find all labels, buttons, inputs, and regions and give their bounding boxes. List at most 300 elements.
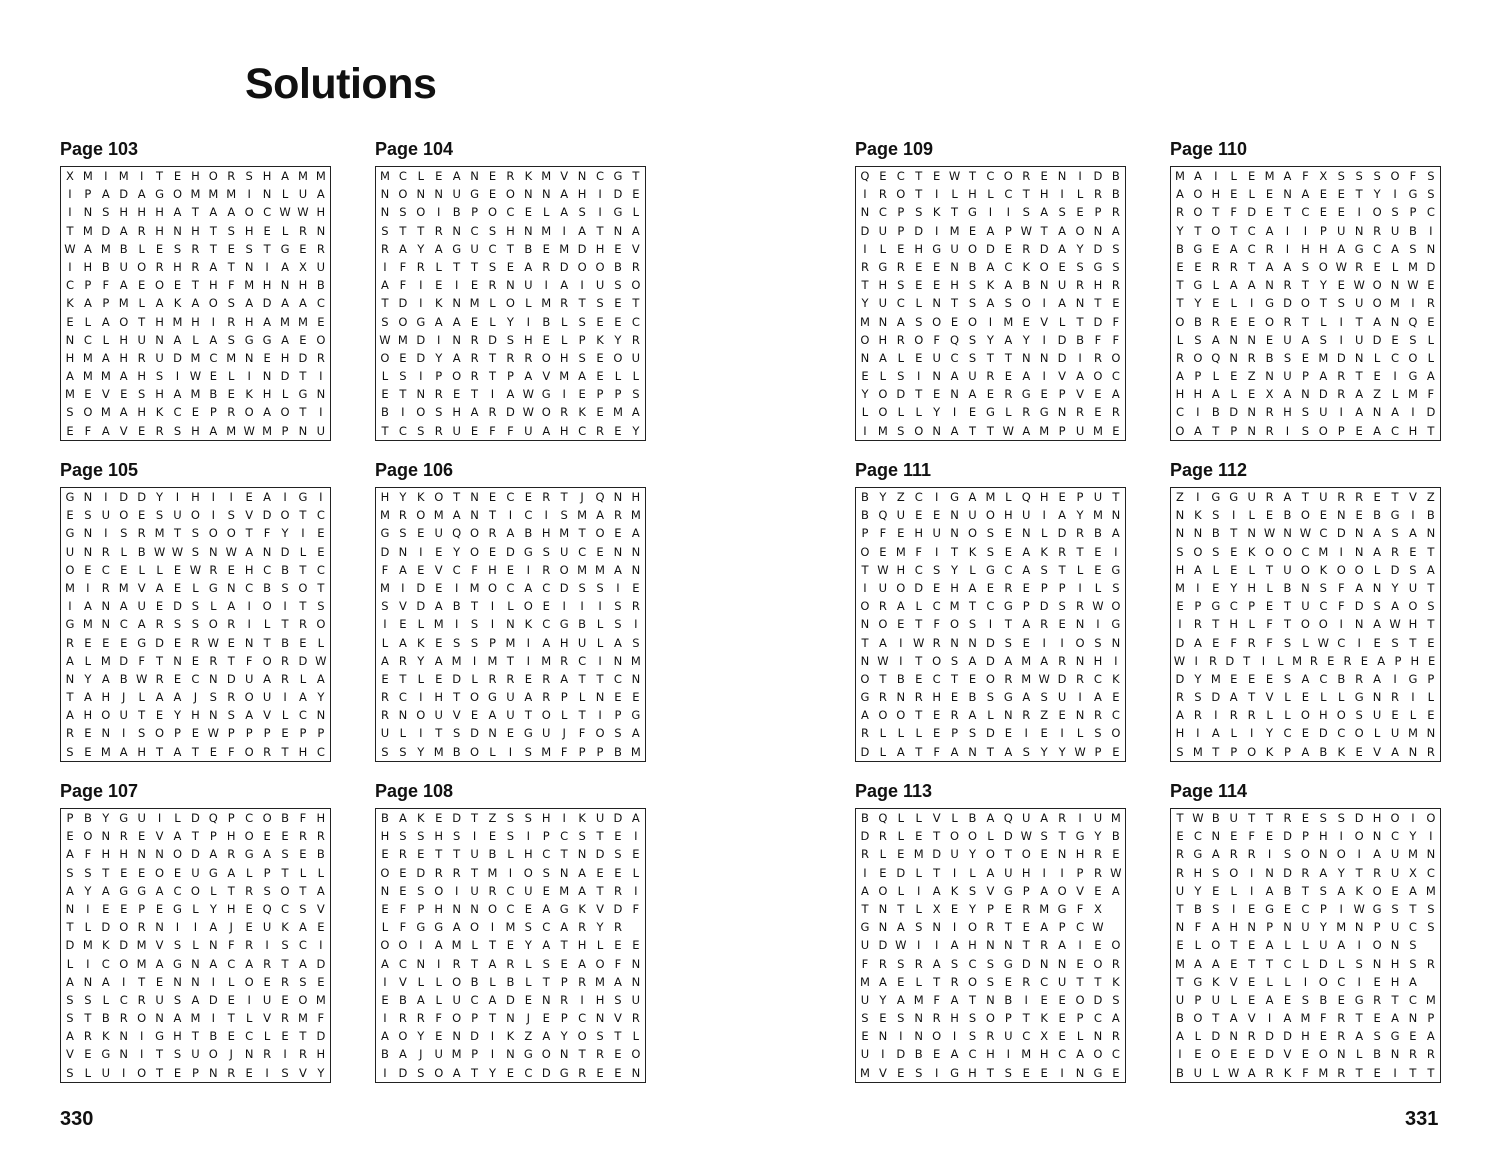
grid-letter: E: [1112, 296, 1120, 311]
grid-letter: B: [119, 241, 128, 256]
grid-letter: A: [83, 241, 92, 256]
grid-letter: E: [915, 829, 923, 844]
grid-letter: P: [84, 278, 92, 293]
grid-letter: L: [489, 974, 496, 989]
grid-letter: M: [895, 544, 906, 559]
grid-letter: O: [1336, 562, 1346, 577]
grid-letter: U: [1390, 865, 1400, 880]
grid-letter: V: [1373, 744, 1382, 759]
grid-letter: N: [1283, 920, 1292, 935]
grid-letter: T: [951, 544, 959, 559]
grid-letter: S: [452, 829, 461, 844]
grid-letter: N: [1075, 653, 1085, 668]
grid-letter: L: [915, 865, 922, 880]
grid-letter: A: [986, 865, 995, 880]
grid-letter: G: [1111, 617, 1121, 632]
grid-letter: A: [137, 187, 146, 202]
grid-letter: Y: [84, 883, 92, 898]
grid-letter: E: [897, 1065, 905, 1080]
grid-letter: P: [1230, 423, 1238, 438]
grid-letter: O: [1039, 259, 1049, 274]
grid-row: [856, 367, 1125, 385]
grid-letter: L: [84, 1065, 92, 1080]
grid-letter: T: [227, 883, 235, 898]
grid-letter: I: [319, 405, 323, 420]
grid-letter: A: [209, 956, 218, 971]
grid-letter: A: [1265, 883, 1274, 898]
grid-letter: E: [1094, 562, 1102, 577]
grid-letter: R: [506, 956, 515, 971]
grid-letter: R: [191, 241, 200, 256]
grid-letter: T: [1176, 974, 1184, 989]
grid-letter: U: [860, 1047, 870, 1062]
grid-letter: A: [1229, 278, 1238, 293]
grid-letter: S: [299, 901, 307, 916]
grid-letter: S: [1427, 920, 1435, 935]
grid-letter: O: [470, 920, 480, 935]
grid-letter: M: [82, 369, 93, 384]
grid-letter: N: [524, 223, 533, 238]
grid-letter: L: [1230, 992, 1237, 1007]
grid-letter: U: [1390, 726, 1400, 741]
grid-letter: P: [417, 901, 425, 916]
grid-letter: O: [398, 187, 408, 202]
grid-letter: L: [1094, 580, 1102, 595]
grid-letter: G: [1093, 1065, 1103, 1080]
grid-letter: H: [631, 490, 641, 504]
grid-row: [376, 258, 645, 276]
grid-letter: O: [1282, 544, 1293, 559]
grid-letter: C: [119, 992, 128, 1007]
grid-letter: E: [488, 187, 497, 202]
grid-letter: G: [173, 956, 182, 971]
grid-letter: I: [988, 314, 993, 329]
grid-letter: R: [560, 296, 569, 311]
grid-letter: L: [299, 544, 307, 559]
grid-letter: B: [1111, 187, 1120, 202]
grid-letter: J: [419, 1047, 423, 1062]
grid-letter: S: [968, 332, 977, 347]
grid-row: [1171, 367, 1440, 385]
grid-letter: U: [1057, 974, 1067, 989]
grid-letter: A: [173, 205, 182, 220]
grid-letter: M: [226, 187, 237, 202]
grid-letter: F: [1320, 1011, 1327, 1026]
grid-letter: R: [1022, 405, 1031, 420]
grid-letter: G: [470, 187, 480, 202]
grid-letter: S: [968, 278, 977, 293]
grid-letter: B: [524, 241, 533, 256]
grid-letter: L: [84, 314, 92, 329]
grid-letter: O: [1318, 974, 1328, 989]
grid-letter: A: [1058, 938, 1067, 953]
grid-letter: S: [596, 1029, 604, 1044]
grid-letter: B: [861, 508, 869, 523]
grid-letter: I: [265, 259, 269, 274]
grid-letter: N: [1354, 223, 1364, 238]
grid-letter: L: [1302, 956, 1309, 971]
grid-letter: B: [914, 1047, 923, 1062]
grid-letter: I: [526, 635, 531, 650]
grid-letter: R: [1022, 169, 1031, 183]
grid-letter: I: [283, 599, 287, 614]
grid-letter: G: [559, 617, 569, 632]
grid-letter: N: [506, 1047, 515, 1062]
grid-letter: C: [1408, 992, 1417, 1007]
grid-letter: O: [280, 883, 290, 898]
puzzle-solution: [60, 138, 332, 441]
grid-letter: G: [1193, 241, 1203, 256]
grid-letter: T: [1301, 314, 1309, 329]
puzzle-solution: [855, 780, 1127, 1083]
grid-letter: A: [101, 187, 110, 202]
grid-row: [1171, 349, 1440, 367]
grid-letter: O: [434, 490, 444, 504]
grid-letter: N: [262, 544, 272, 559]
grid-letter: E: [435, 544, 443, 559]
grid-letter: N: [613, 223, 623, 238]
grid-letter: E: [950, 690, 959, 705]
grid-row: [856, 900, 1125, 918]
grid-letter: Q: [950, 332, 960, 347]
grid-letter: O: [1372, 296, 1382, 311]
grid-letter: T: [1176, 901, 1184, 916]
grid-letter: A: [1337, 241, 1346, 256]
grid-letter: T: [488, 369, 496, 384]
grid-letter: B: [488, 847, 497, 862]
grid-letter: R: [1265, 423, 1274, 438]
grid-letter: L: [1320, 314, 1327, 329]
grid-letter: D: [1372, 332, 1382, 347]
grid-letter: M: [541, 223, 552, 238]
grid-letter: A: [1211, 920, 1220, 935]
grid-row: [61, 222, 330, 240]
grid-letter: R: [506, 671, 515, 686]
grid-letter: I: [1214, 708, 1218, 723]
grid-letter: R: [83, 1029, 92, 1044]
grid-letter: I: [598, 187, 602, 202]
grid-letter: T: [1301, 490, 1309, 504]
grid-row: [61, 845, 330, 863]
grid-letter: L: [1391, 259, 1399, 274]
grid-letter: N: [398, 544, 408, 559]
grid-letter: Y: [1040, 744, 1048, 759]
grid-letter: T: [861, 901, 869, 916]
grid-letter: T: [915, 653, 923, 668]
grid-letter: F: [399, 920, 407, 935]
grid-letter: O: [505, 187, 515, 202]
grid-letter: R: [1022, 974, 1031, 989]
grid-letter: O: [595, 956, 605, 971]
grid-letter: T: [227, 653, 235, 668]
grid-letter: E: [173, 169, 182, 183]
grid-letter: A: [950, 1047, 959, 1062]
grid-letter: C: [1426, 205, 1435, 220]
grid-letter: D: [1318, 956, 1328, 971]
grid-letter: E: [1058, 617, 1066, 632]
grid-letter: T: [66, 920, 74, 935]
grid-letter: A: [1391, 744, 1399, 759]
grid-letter: E: [399, 617, 407, 632]
grid-letter: V: [932, 811, 941, 825]
grid-letter: S: [614, 278, 622, 293]
grid-letter: A: [1301, 744, 1310, 759]
grid-letter: S: [399, 829, 407, 844]
grid-letter: K: [281, 920, 289, 935]
grid-letter: G: [1021, 387, 1031, 402]
word-search-grid: [375, 487, 646, 762]
grid-letter: E: [120, 901, 128, 916]
grid-letter: U: [950, 241, 959, 256]
grid-letter: K: [578, 811, 586, 825]
grid-letter: A: [1283, 387, 1292, 402]
grid-letter: E: [1373, 490, 1381, 504]
grid-letter: P: [1040, 580, 1048, 595]
grid-letter: H: [541, 811, 551, 825]
grid-letter: T: [1266, 811, 1274, 825]
grid-letter: L: [1005, 405, 1012, 420]
grid-letter: N: [191, 974, 200, 989]
grid-letter: T: [1094, 296, 1102, 311]
grid-letter: D: [208, 992, 218, 1007]
grid-letter: U: [577, 635, 587, 650]
grid-letter: U: [1057, 690, 1067, 705]
grid-letter: U: [631, 350, 641, 365]
grid-letter: H: [173, 259, 182, 274]
grid-letter: T: [986, 1065, 994, 1080]
grid-letter: M: [379, 508, 390, 523]
grid-letter: C: [578, 544, 587, 559]
grid-letter: L: [1302, 938, 1309, 953]
grid-row: [856, 276, 1125, 294]
grid-letter: T: [1022, 1011, 1030, 1026]
grid-letter: S: [1319, 883, 1327, 898]
grid-letter: K: [1112, 974, 1120, 989]
grid-letter: O: [1193, 544, 1203, 559]
grid-letter: F: [1302, 169, 1309, 183]
grid-letter: T: [1266, 562, 1274, 577]
grid-letter: I: [1249, 726, 1254, 741]
grid-letter: A: [1426, 369, 1435, 384]
grid-letter: A: [1176, 1029, 1184, 1044]
grid-letter: G: [1372, 901, 1382, 916]
grid-letter: R: [560, 992, 569, 1007]
grid-letter: R: [1076, 599, 1085, 614]
grid-letter: T: [1355, 1011, 1363, 1026]
grid-letter: L: [399, 726, 407, 741]
grid-letter: E: [435, 811, 443, 825]
grid-letter: S: [1301, 992, 1310, 1007]
grid-letter: D: [452, 671, 462, 686]
grid-letter: C: [631, 314, 640, 329]
grid-letter: L: [435, 974, 442, 989]
grid-letter: E: [1319, 508, 1327, 523]
grid-letter: E: [632, 690, 640, 705]
grid-letter: I: [1006, 1047, 1011, 1062]
grid-letter: Y: [861, 387, 869, 402]
grid-letter: G: [968, 205, 977, 220]
grid-letter: S: [488, 223, 497, 238]
grid-letter: E: [435, 1029, 443, 1044]
grid-letter: E: [542, 332, 550, 347]
grid-letter: E: [1409, 1029, 1417, 1044]
grid-letter: S: [1409, 562, 1417, 577]
grid-letter: P: [471, 1011, 479, 1026]
grid-letter: I: [1024, 992, 1028, 1007]
grid-letter: E: [1112, 847, 1120, 862]
grid-letter: U: [316, 423, 326, 438]
grid-row: [376, 561, 645, 579]
grid-letter: O: [1372, 278, 1382, 293]
grid-letter: Y: [453, 544, 461, 559]
grid-letter: E: [1265, 508, 1274, 523]
grid-letter: S: [66, 992, 74, 1007]
grid-letter: A: [542, 901, 551, 916]
grid-letter: O: [950, 829, 960, 844]
grid-letter: S: [281, 580, 289, 595]
grid-letter: V: [1229, 974, 1238, 989]
grid-letter: N: [1175, 508, 1185, 523]
grid-letter: E: [915, 278, 923, 293]
grid-letter: H: [1211, 187, 1221, 202]
grid-letter: O: [1300, 617, 1310, 632]
grid-letter: O: [967, 974, 978, 989]
grid-letter: T: [156, 169, 164, 183]
grid-letter: M: [1110, 811, 1121, 825]
grid-letter: G: [1093, 259, 1103, 274]
grid-letter: I: [157, 811, 162, 825]
grid-letter: E: [950, 901, 959, 916]
grid-letter: I: [86, 580, 90, 595]
grid-row: [1171, 882, 1440, 900]
grid-letter: E: [470, 423, 479, 438]
grid-letter: V: [878, 1065, 887, 1080]
grid-letter: Y: [1373, 187, 1381, 202]
grid-letter: C: [1093, 671, 1102, 686]
grid-letter: W: [189, 369, 202, 384]
grid-letter: N: [83, 544, 93, 559]
grid-letter: N: [1354, 544, 1364, 559]
grid-letter: C: [506, 205, 515, 220]
grid-letter: N: [1372, 580, 1382, 595]
grid-letter: T: [560, 490, 568, 504]
grid-letter: I: [1060, 865, 1064, 880]
grid-letter: O: [1300, 296, 1310, 311]
grid-letter: B: [281, 635, 289, 650]
grid-letter: U: [1211, 992, 1221, 1007]
grid-letter: H: [1408, 617, 1418, 632]
grid-letter: V: [631, 241, 640, 256]
grid-letter: L: [1302, 635, 1309, 650]
grid-letter: T: [453, 690, 461, 705]
grid-letter: R: [986, 369, 995, 384]
grid-letter: H: [191, 169, 200, 183]
grid-letter: F: [399, 259, 407, 274]
grid-letter: L: [192, 580, 199, 595]
grid-letter: S: [281, 1065, 289, 1080]
grid-letter: E: [1319, 1029, 1327, 1044]
grid-letter: M: [1318, 544, 1329, 559]
grid-letter: E: [1301, 350, 1310, 365]
grid-letter: O: [878, 617, 888, 632]
grid-letter: D: [914, 223, 924, 238]
grid-letter: I: [490, 1047, 495, 1062]
grid-letter: I: [419, 726, 423, 741]
grid-row: [61, 403, 330, 421]
grid-letter: L: [245, 1011, 253, 1026]
grid-letter: F: [317, 1011, 325, 1026]
grid-letter: Y: [102, 811, 110, 825]
grid-letter: A: [578, 865, 587, 880]
grid-letter: N: [914, 1029, 924, 1044]
grid-letter: W: [189, 562, 202, 577]
grid-letter: P: [578, 332, 586, 347]
grid-letter: N: [595, 690, 605, 705]
grid-letter: T: [1301, 883, 1309, 898]
grid-letter: I: [1411, 508, 1415, 523]
grid-letter: C: [932, 671, 941, 686]
grid-letter: M: [469, 580, 480, 595]
grid-letter: G: [1003, 956, 1013, 971]
grid-letter: R: [1004, 580, 1013, 595]
grid-letter: I: [490, 599, 495, 614]
grid-letter: G: [1354, 992, 1364, 1007]
grid-letter: T: [1176, 296, 1184, 311]
grid-letter: A: [245, 544, 254, 559]
grid-letter: F: [245, 653, 253, 668]
grid-letter: M: [577, 508, 588, 523]
grid-letter: D: [488, 332, 497, 347]
grid-letter: E: [1409, 544, 1417, 559]
grid-letter: I: [401, 405, 405, 420]
grid-letter: L: [987, 187, 994, 202]
grid-letter: L: [138, 241, 145, 256]
grid-letter: A: [434, 653, 443, 668]
puzzle-solution: [375, 459, 647, 762]
grid-row: [856, 882, 1125, 900]
grid-letter: N: [950, 259, 959, 274]
grid-letter: E: [614, 296, 622, 311]
grid-letter: A: [1111, 1011, 1120, 1026]
grid-row: [1171, 561, 1440, 579]
grid-letter: A: [1058, 223, 1067, 238]
grid-row: [61, 1027, 330, 1045]
grid-letter: A: [1058, 241, 1067, 256]
grid-letter: I: [1249, 883, 1254, 898]
grid-letter: E: [1265, 205, 1274, 220]
grid-letter: E: [381, 847, 389, 862]
grid-letter: O: [470, 690, 480, 705]
grid-row: [1171, 524, 1440, 542]
grid-letter: P: [1058, 387, 1066, 402]
grid-letter: P: [1427, 1011, 1435, 1026]
grid-letter: E: [1230, 544, 1238, 559]
grid-letter: S: [1301, 259, 1310, 274]
grid-letter: N: [631, 1065, 641, 1080]
grid-letter: Y: [417, 653, 425, 668]
grid-letter: T: [263, 241, 271, 256]
grid-letter: F: [915, 544, 923, 559]
grid-letter: R: [1265, 1065, 1274, 1080]
grid-letter: E: [1355, 508, 1363, 523]
grid-letter: D: [416, 865, 426, 880]
grid-letter: M: [315, 169, 326, 183]
grid-letter: D: [1283, 865, 1292, 880]
grid-letter: Y: [1094, 829, 1102, 844]
grid-row: [61, 167, 330, 185]
grid-letter: U: [860, 938, 870, 953]
grid-letter: U: [101, 1065, 111, 1080]
